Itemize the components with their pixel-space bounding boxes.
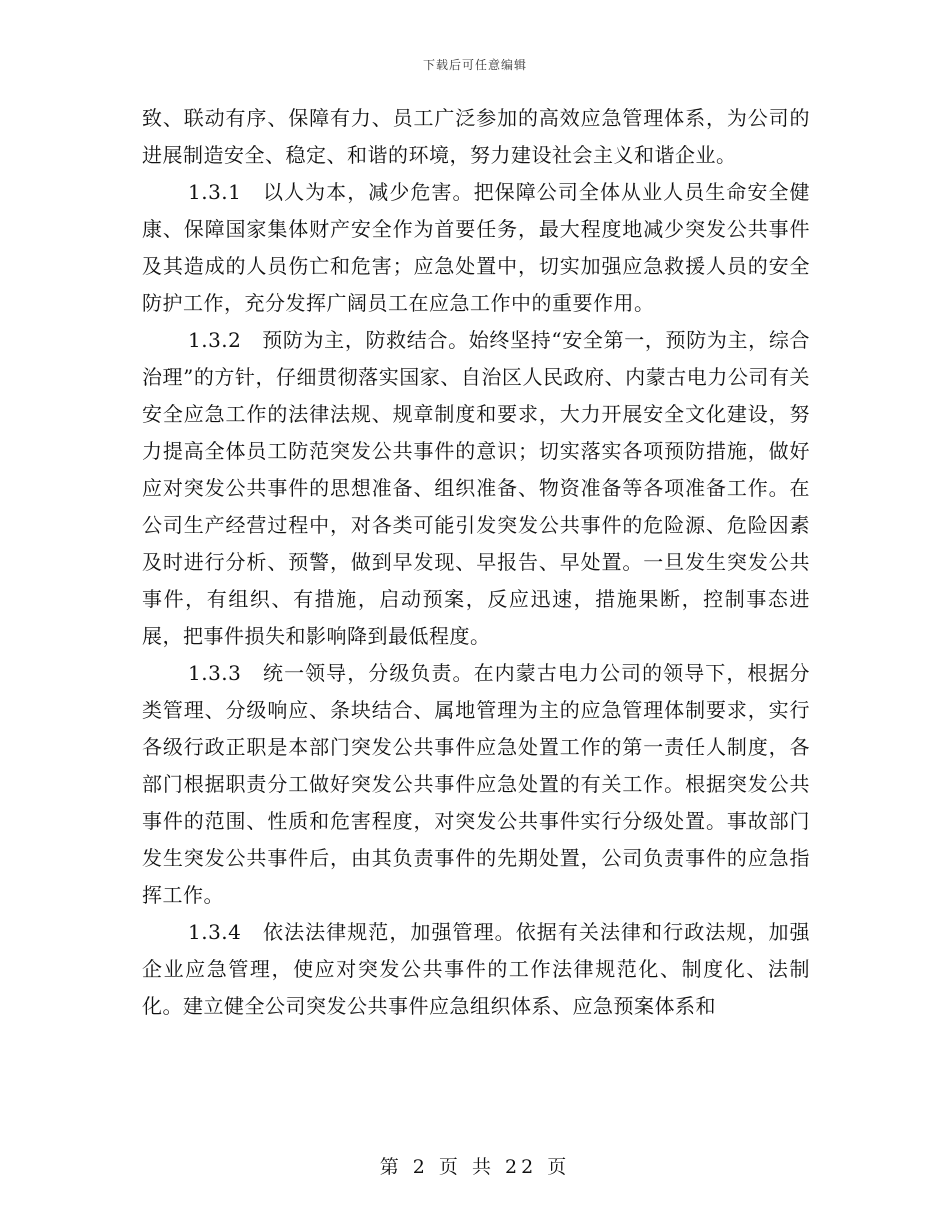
- paragraph-1-3-3: 1.3.3 统一领导，分级负责。在内蒙古电力公司的领导下，根据分类管理、分级响应、条块结合、属地管理为主的应急管理体制要求，实行各级行政正职是本部门突发公共事件应急处置工作的第一责任人制度，各部门根据职责分工做好突发公共事件应急处置的有关工作。根据突发公共事件的范围、性质和危害程度，对突发公共事件实行分级处置。事故部门发生突发公共事件后，由其负责事件的先期处置，公司负责事件的应急指挥工作。: [142, 661, 810, 907]
- paragraph-1-3-1: 1.3.1 以人为本，减少危害。把保障公司全体从业人员生命安全健康、保障国家集体财产安全作为首要任务，最大程度地减少突发公共事件及其造成的人员伤亡和危害；应急处置中，切实加强应急救援人员的安全防护工作，充分发挥广阔员工在应急工作中的重要作用。: [142, 180, 810, 315]
- page-header: 下载后可任意编辑: [422, 58, 527, 72]
- paragraph-continuation: 致、联动有序、保障有力、员工广泛参加的高效应急管理体系，为公司的进展制造安全、稳定、和谐的环境，努力建设社会主义和谐企业。: [142, 106, 810, 167]
- paragraph-1-3-2: 1.3.2 预防为主，防救结合。始终坚持“安全第一，预防为主，综合治理”的方针，仔细贯彻落实国家、自治区人民政府、内蒙古电力公司有关安全应急工作的法律法规、规章制度和要求，大力开展安全文化建设，努力提高全体员工防范突发公共事件的意识；切实落实各项预防措施，做好应对突发公共事件的思想准备、组织准备、物资准备等各项准备工作。在公司生产经营过程中，对各类可能引发突发公共事件的危险源、危险因素及时进行分析、预警，做到早发现、早报告、早处置。一旦发生突发公共事件，有组织、有措施，启动预案，反应迅速，措施果断，控制事态进展，把事件损失和影响降到最低程度。: [142, 328, 810, 648]
- document-body: [142, 100, 810, 1025]
- paragraph-1-3-4: 1.3.4 依法法律规范，加强管理。依据有关法律和行政法规，加强企业应急管理，使应对突发公共事件的工作法律规范化、制度化、法制化。建立健全公司突发公共事件应急组织体系、应急预案体系和: [142, 920, 810, 1018]
- page-footer: 第 2 页 共 22 页: [379, 1156, 571, 1178]
